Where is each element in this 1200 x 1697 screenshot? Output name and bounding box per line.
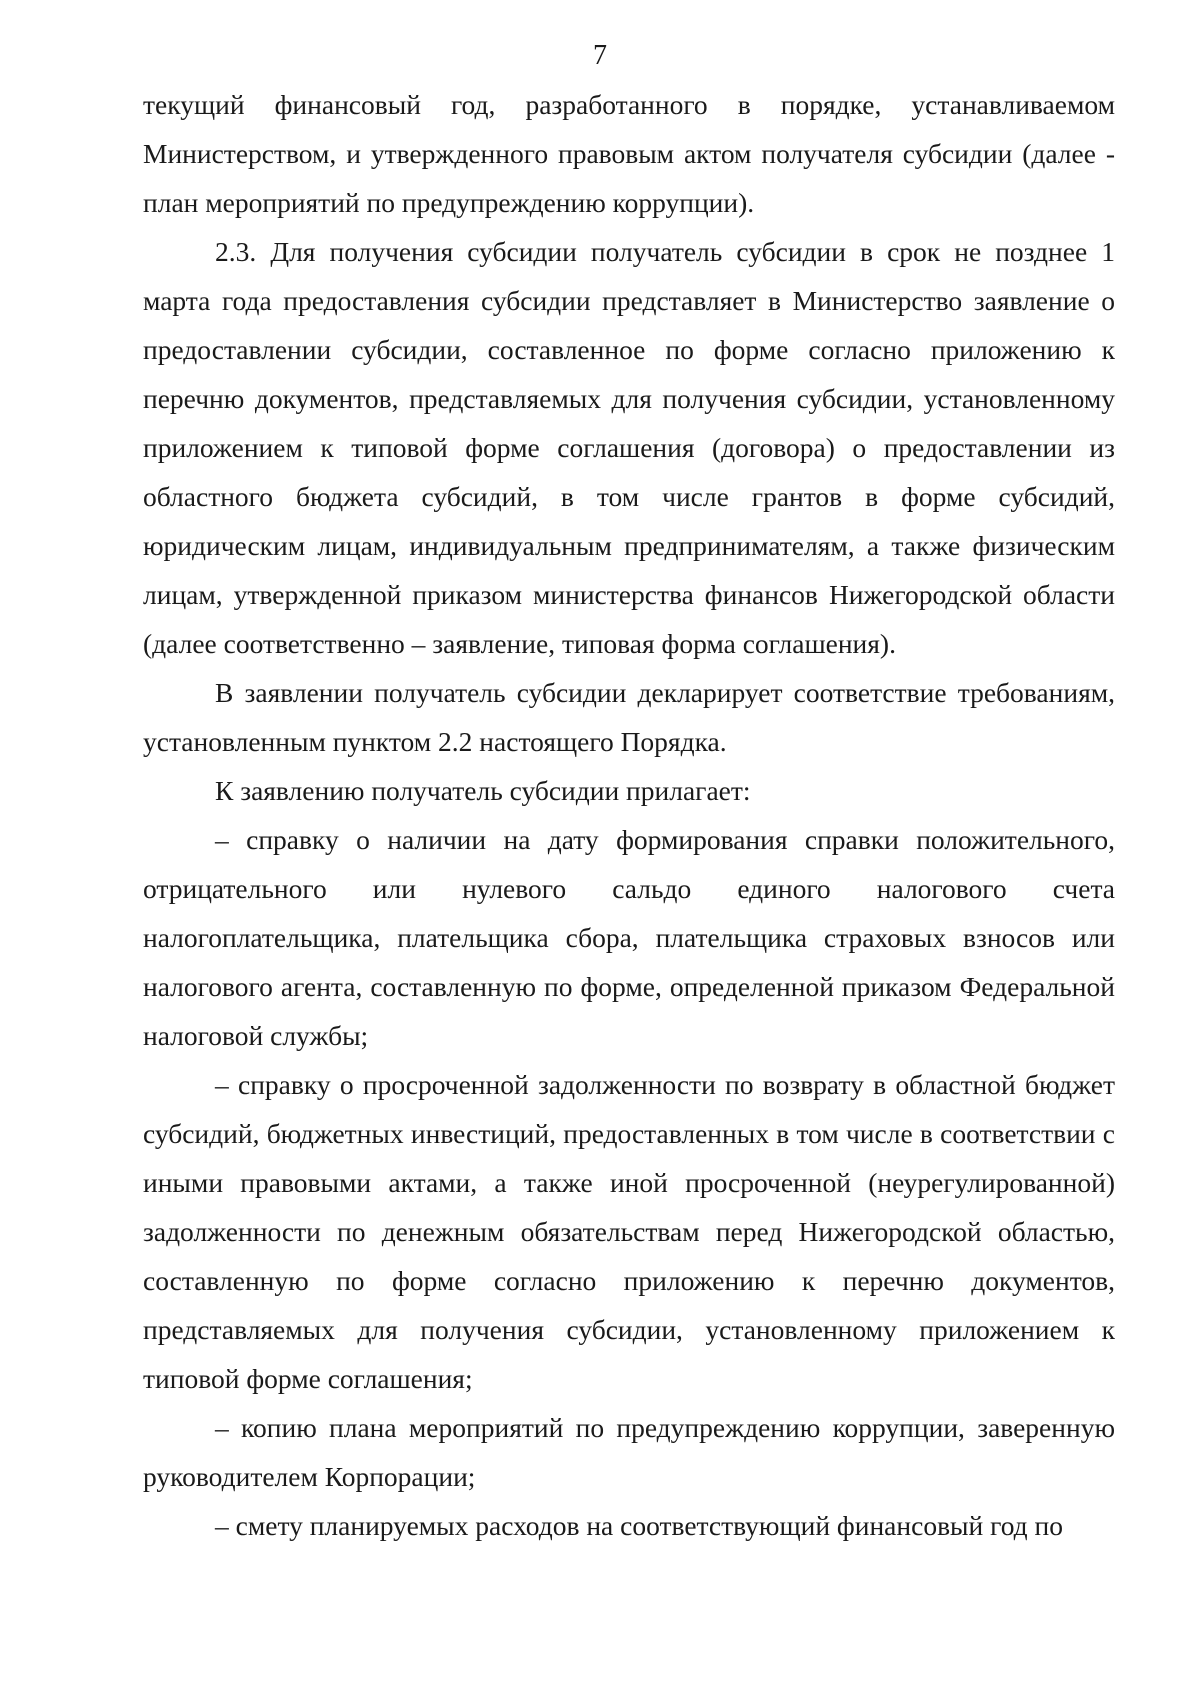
list-item-tax-certificate: – справку о наличии на дату формирования справки положительного, отрицательного или нулевого сальдо единого налогового счета налогоплательщика, плательщика сбора, плательщика страховых взносов или налогового агента, составленную по форме, определенной приказом Федеральной налоговой службы; [143,824,1115,1051]
list-item-debt-certificate: – справку о просроченной задолженности по возврату в областной бюджет субсидий, бюджетных инвестиций, предоставленных в том числе в соответствии с иными правовыми актами, а также иной просроченной (неурегулированной) задолженности по денежным обязательствам перед Нижегородской областью, составленную по форме согласно приложению к перечню документов, представляемых для получения субсидии, установленному приложением к типовой форме соглашения; [143,1069,1115,1394]
list-item-anticorruption-plan: – копию плана мероприятий по предупреждению коррупции, заверенную руководителем Корпорации; [143,1412,1115,1492]
paragraph-continuation: текущий финансовый год, разработанного в порядке, устанавливаемом Министерством, и утвержденного правовым актом получателя субсидии (далее - план мероприятий по предупреждению коррупции). [143,89,1115,218]
page-number: 7 [593,40,607,71]
paragraph-declaration: В заявлении получатель субсидии декларирует соответствие требованиям, установленным пунктом 2.2 настоящего Порядка. [143,677,1115,757]
paragraph-attachments-intro: К заявлению получатель субсидии прилагает: [215,775,751,806]
list-item-expense-estimate: – смету планируемых расходов на соответствующий финансовый год по [215,1510,1064,1541]
document-body [143,80,1115,1550]
paragraph-2-3-application: 2.3. Для получения субсидии получатель субсидии в срок не позднее 1 марта года предоставления субсидии представляет в Министерство заявление о предоставлении субсидии, составленное по форме согласно приложению к перечню документов, представляемых для получения субсидии, установленному приложением к типовой форме соглашения (договора) о предоставлении из областного бюджета субсидий, в том числе грантов в форме субсидий, юридическим лицам, индивидуальным предпринимателям, а также физическим лицам, утвержденной приказом министерства финансов Нижегородской области (далее соответственно – заявление, типовая форма соглашения). [143,236,1115,659]
